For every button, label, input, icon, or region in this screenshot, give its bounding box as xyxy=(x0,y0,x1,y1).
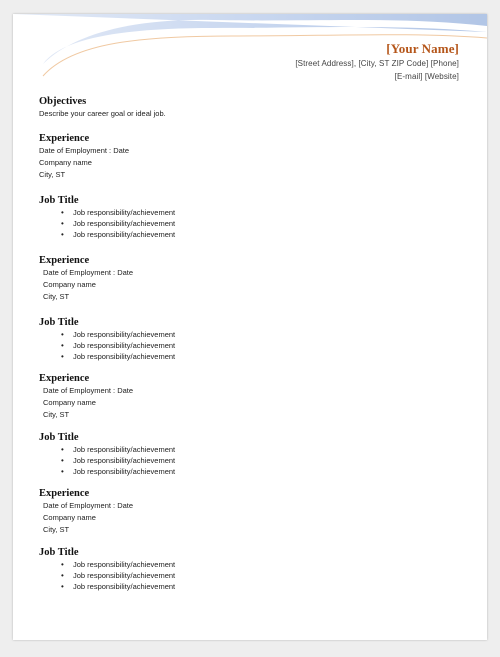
employment-date: Date of Employment : Date xyxy=(43,268,134,277)
objectives-text: Describe your career goal or ideal job. xyxy=(39,109,166,118)
experience-heading: Experience xyxy=(39,133,90,144)
list-item: • Job responsibility/achievement xyxy=(61,466,459,477)
list-item: • Job responsibility/achievement xyxy=(61,351,459,362)
job-title-heading: Job Title xyxy=(39,195,79,206)
experience-section xyxy=(39,487,459,536)
objectives-heading: Objectives xyxy=(39,96,87,107)
job-title-section xyxy=(39,194,459,240)
company-name: Company name xyxy=(43,280,96,289)
experience-section xyxy=(39,254,459,303)
company-location: City, ST xyxy=(43,292,70,301)
job-title-section xyxy=(39,316,459,362)
employment-date: Date of Employment : Date xyxy=(43,501,134,510)
resume-page xyxy=(13,14,487,640)
experience-heading: Experience xyxy=(39,373,90,384)
experience-section xyxy=(39,372,459,421)
experience-heading: Experience xyxy=(39,255,90,266)
list-item: • Job responsibility/achievement xyxy=(61,207,459,218)
job-title-heading: Job Title xyxy=(39,317,79,328)
company-name: Company name xyxy=(43,398,96,407)
job-title-section xyxy=(39,546,459,592)
responsibility-list xyxy=(39,329,459,362)
experience-heading: Experience xyxy=(39,488,90,499)
list-item: • Job responsibility/achievement xyxy=(61,559,459,570)
job-title-heading: Job Title xyxy=(39,547,79,558)
company-name: Company name xyxy=(39,158,92,167)
applicant-name: [Your Name] xyxy=(386,41,459,56)
responsibility-list xyxy=(39,207,459,240)
list-item: • Job responsibility/achievement xyxy=(61,455,459,466)
responsibility-list xyxy=(39,444,459,477)
address-line: [Street Address], [City, ST ZIP Code] [Phone] xyxy=(295,59,459,68)
job-title-section xyxy=(39,431,459,477)
list-item: • Job responsibility/achievement xyxy=(61,218,459,229)
experience-section xyxy=(39,132,459,181)
list-item: • Job responsibility/achievement xyxy=(61,570,459,581)
company-location: City, ST xyxy=(43,410,70,419)
resume-body xyxy=(39,95,459,592)
employment-date: Date of Employment : Date xyxy=(39,146,130,155)
list-item: • Job responsibility/achievement xyxy=(61,581,459,592)
list-item: • Job responsibility/achievement xyxy=(61,444,459,455)
list-item: • Job responsibility/achievement xyxy=(61,229,459,240)
list-item: • Job responsibility/achievement xyxy=(61,329,459,340)
contact-line: [E-mail] [Website] xyxy=(394,72,459,81)
company-name: Company name xyxy=(43,513,96,522)
responsibility-list xyxy=(39,559,459,592)
list-item: • Job responsibility/achievement xyxy=(61,340,459,351)
company-location: City, ST xyxy=(43,525,70,534)
employment-date: Date of Employment : Date xyxy=(43,386,134,395)
job-title-heading: Job Title xyxy=(39,432,79,443)
objectives-section xyxy=(39,95,459,120)
company-location: City, ST xyxy=(39,170,66,179)
